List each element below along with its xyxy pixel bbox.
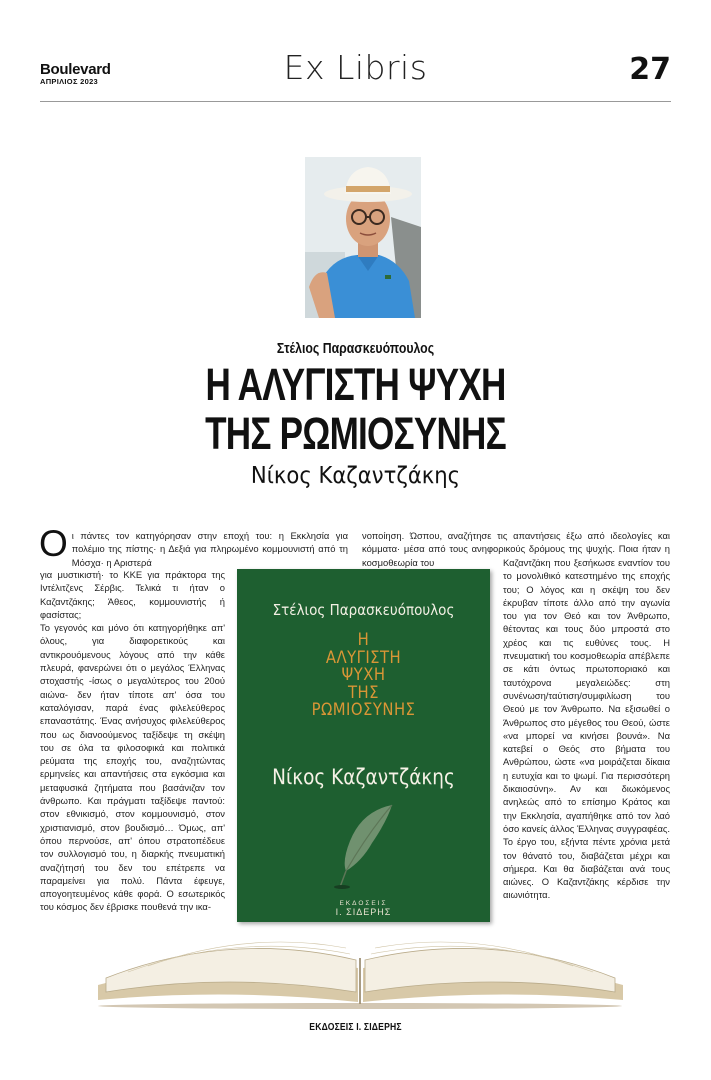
body-column-left xyxy=(40,568,225,914)
book-cover xyxy=(237,569,490,922)
headline-line-1: Η ΑΛΥΓΙΣΤΗ ΨΥΧΗ xyxy=(205,359,506,410)
cover-title-line: ΡΩΜΙΟΣΥΝΗΣ xyxy=(311,700,416,719)
header-divider xyxy=(40,101,671,102)
section-title: Ex Libris xyxy=(283,48,428,87)
cover-title xyxy=(250,631,478,719)
cover-title-line: ΑΛΥΓΙΣΤΗ xyxy=(325,647,402,667)
headline-line-2: ΤΗΣ ΡΩΜΙΟΣΥΝΗΣ xyxy=(205,408,506,459)
cover-title-line: Η xyxy=(357,630,370,649)
paragraph-intro-text: ι πάντες τον κατηγόρησαν στην εποχή του: η Εκκλησία για πολέμιο της πίστης· η Δεξιά για πληρωμένο κομμουνιστή από τη Μόσχα· η Αριστερά xyxy=(71,530,348,568)
issue-date: ΑΠΡΙΛΙΟΣ 2023 xyxy=(40,77,99,86)
cover-author: Στέλιος Παρασκευόπουλος xyxy=(272,601,455,619)
paragraph-3-top: νοποίηση. Ώσπου, αναζήτησε τις απαντήσεις έξω από ιδεολογίες και κόμματα· μέσα από τους ανηφορικούς δρόμους της ψυχής. Ποια ήταν η κοσμοθεωρία του xyxy=(362,530,670,568)
subheadline: Νίκος Καζαντζάκης xyxy=(250,463,461,489)
author-portrait xyxy=(305,157,421,318)
cover-subtitle: Νίκος Καζαντζάκης xyxy=(272,765,455,789)
paragraph-2: Το γεγονός και μόνο ότι κατηγορήθηκε απ' όλους, για διαφορετικούς και αντικρουόμενους λόγους από την κάθε πλευρά, φανερώνει ότι ο μεγάλος Έλληνας στοχαστής -ίσως ο μεγαλύτερος του 20ού αιώνα- δεν ήταν τίποτε απ' όσα του καταλόγισαν, παρά ένας φιλελεύθερος επαναστάτης. Ένας ανήσυχος φιλελεύθερος που ως διανοούμενος ταξίδεψε τη σκέψη του σε όλα τα φιλοσοφικά και πολιτικά ρεύματα της εποχής του, αναζητώντας ερμηνείες και απαντήσεις στα εγκόσμια και μεταφυσικά ζητήματα που βασάνιζαν τον άνθρωπο. Και πράγματι ταξίδεψε παντού: στον εθνικισμό, στον κομμουνισμό, στον χριστιανισμό, στον βουδισμό… Όμως, απ' όπου περνούσε, απ' όπου στρατοπέδευε τον συλλογισμό του, η διαρκής πνευματική αναζήτησή του δεν του επέτρεπε να παραμείνει για πολύ. Πάντα έφευγε, απογοητευμένος κάθε φορά. Ο εσωτερικός του κόσμος δεν έβρισκε πουθενά την ικα- xyxy=(40,622,225,913)
paragraph-3: Καζαντζάκη που ξεσήκωσε εναντίον του το μονολιθικό κατεστημένο της εποχής του; Ο λόγος και η σκέψη του δεν έκρυβαν τίποτε άλλο από την αγωνία του για τον Θεό και τον Άνθρωπο, θέτοντας και τους δύο μπροστά στο χρέος και τις ευθύνες τους. Η πνευματική του κοσμοθεωρία απέβλεπε σε κάτι όντως πρωτοποριακό και ταυτόχρονα μεγαλειώδες: στη συνένωση/ταύτιση/συμφιλίωση του Θεού με τον Άνθρωπο. Να εξισωθεί ο Άνθρωπος στο μέγεθος του Θεού, ώστε «να μπορεί να κινήσει βουνά». Να κατεβεί ο Θεός στο βήματα του Ανθρώπου, ώστε «να μοιράζεται δίκαια η ευτυχία και το ψωμί. Για περισσότερη δικαιοσύνη». Αν και διωκόμενος ανηλεώς από το επίσημο Κράτος και την Εκκλησία, αγαπήθηκε από τον λαό όσο κανείς άλλος Έλληνας συγγραφέας. Το έργο του, εξήντα πέντε χρόνια μετά τον θάνατό του, διαβάζεται μέχρι και σήμερα. Και θα διαβάζεται ανά τους αιώνες. Ο Καζαντζάκης κέρδισε την αιωνιότητα. xyxy=(503,557,670,901)
cover-publisher-line-2: Ι. ΣΙΔΕΡΗΣ xyxy=(335,907,392,917)
brand-logo: Boulevard xyxy=(40,61,111,78)
headline xyxy=(78,360,633,458)
cover-publisher-line-1: ΕΚΔΟΣΕΙΣ xyxy=(339,900,388,907)
author-byline: Στέλιος Παρασκευόπουλος xyxy=(276,340,435,357)
cover-title-line: ΤΗΣ xyxy=(348,682,379,702)
body-column-left-top xyxy=(39,523,348,569)
cover-title-line: ΨΥΧΗ xyxy=(341,665,386,684)
body-column-right xyxy=(503,556,670,902)
paragraph-intro-cont: για μυστικιστή· το ΚΚΕ για πράκτορα της Ιντέλιτζενς Σέρβις. Τελικά τι ήταν ο Καζαντζάκης; Άθεος, κομμουνιστής ή φασίστας; xyxy=(40,569,225,620)
drop-cap: Ο xyxy=(39,523,68,564)
paragraph-intro xyxy=(39,523,348,569)
footer-publisher: ΕΚΔΟΣΕΙΣ Ι. ΣΙΔΕΡΗΣ xyxy=(309,1021,402,1033)
feather-icon xyxy=(332,801,402,891)
page-number: 27 xyxy=(629,52,671,87)
portrait-illustration xyxy=(305,157,421,318)
cover-publisher xyxy=(237,899,490,917)
